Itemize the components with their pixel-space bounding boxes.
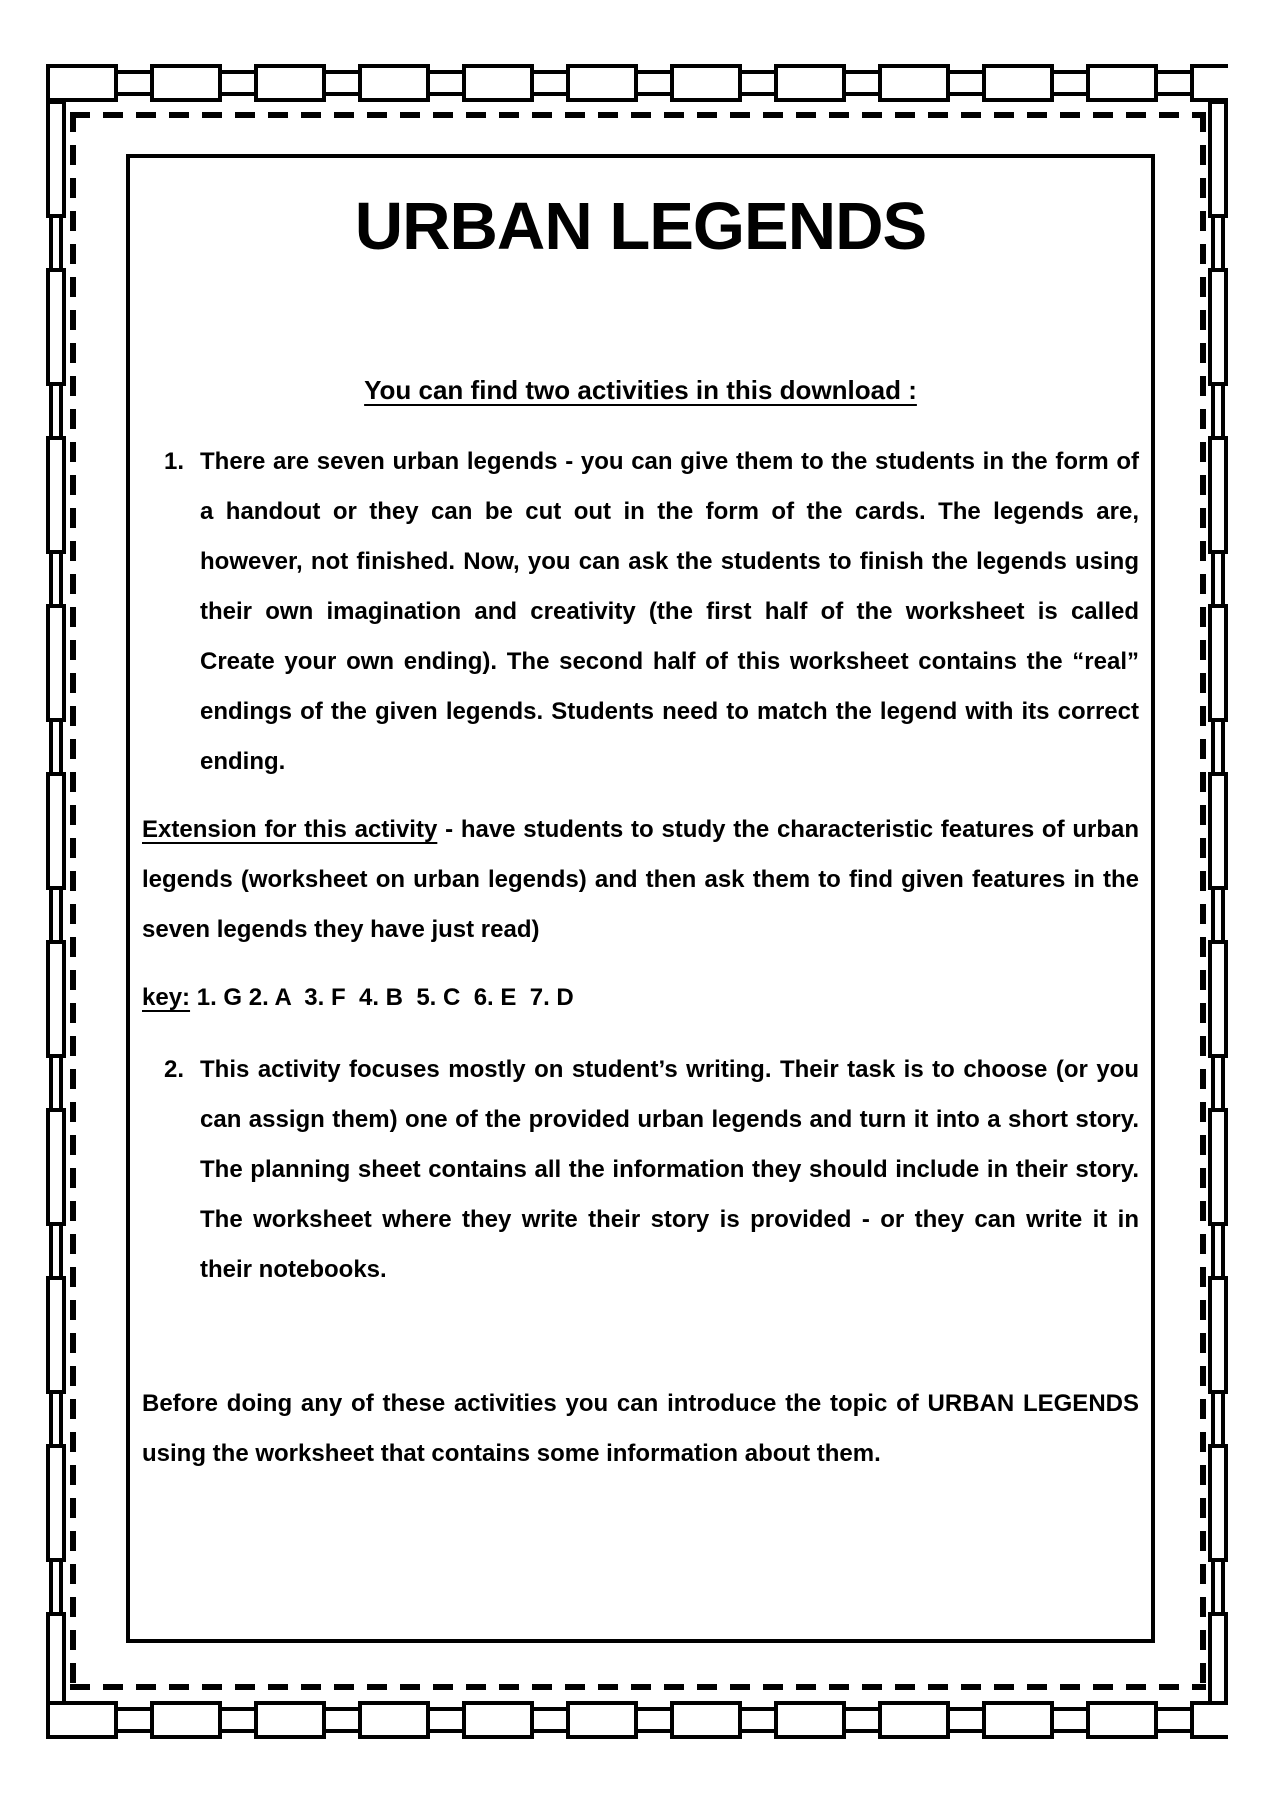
border-brick (46, 268, 66, 386)
border-brick (46, 1444, 66, 1562)
border-brick (530, 70, 570, 96)
border-brick (1208, 604, 1228, 722)
border-brick (1154, 1707, 1194, 1733)
border-brick (1211, 1222, 1225, 1280)
border-brick (1208, 1612, 1228, 1701)
activity-2-item (164, 1045, 1139, 1295)
border-brick (946, 1707, 986, 1733)
border-brick (46, 1701, 118, 1739)
border-brick (1050, 1707, 1090, 1733)
dashed-border-left (70, 112, 76, 1690)
answer-key (142, 973, 1139, 1023)
border-brick (46, 436, 66, 554)
border-brick (842, 70, 882, 96)
border-brick (322, 1707, 362, 1733)
border-brick (634, 70, 674, 96)
border-brick (1211, 550, 1225, 608)
border-brick (878, 1701, 950, 1739)
border-brick (426, 70, 466, 96)
answer-key-values: 1. G 2. A 3. F 4. B 5. C 6. E 7. D (190, 984, 574, 1012)
border-brick (670, 64, 742, 102)
border-brick (1208, 772, 1228, 890)
activity-1-item (164, 437, 1139, 787)
border-brick (150, 1701, 222, 1739)
border-brick (358, 1701, 430, 1739)
border-brick (1211, 214, 1225, 272)
border-brick (530, 1707, 570, 1733)
extension-label: Extension for this activity (142, 816, 438, 844)
content-box (126, 154, 1155, 1643)
border-brick (1154, 70, 1194, 96)
border-brick (49, 718, 63, 776)
border-brick (1050, 70, 1090, 96)
border-brick (1190, 1701, 1228, 1739)
border-brick (738, 70, 778, 96)
extension-note (142, 805, 1139, 955)
dashed-border-right (1200, 112, 1206, 1690)
border-brick (1208, 1108, 1228, 1226)
border-brick (46, 1108, 66, 1226)
border-brick (46, 604, 66, 722)
border-brick (218, 1707, 258, 1733)
border-brick (566, 64, 638, 102)
border-brick (49, 214, 63, 272)
chain-border-left (46, 100, 66, 1701)
border-brick (49, 550, 63, 608)
chain-border-top (46, 64, 1228, 102)
closing-note: Before doing any of these activities you can introduce the topic of URBAN LEGENDS using the worksheet that contains some information about them. (142, 1390, 1139, 1468)
activity-1-number: 1. (164, 448, 185, 476)
border-brick (49, 1222, 63, 1280)
border-brick (1086, 64, 1158, 102)
border-brick (1208, 100, 1228, 218)
activity-2-number: 2. (164, 1056, 185, 1084)
border-brick (46, 1276, 66, 1394)
border-brick (254, 1701, 326, 1739)
border-brick (1211, 1558, 1225, 1616)
chain-border-bottom (46, 1701, 1228, 1739)
download-note: You can find two activities in this download : (364, 375, 917, 406)
activity-1-text: There are seven urban legends - you can give them to the students in the form of a handout or they can be cut out in the form of the cards. The legends are, however, not finished. Now, you can ask the students to finish the legends using their own imagination and creativity (the first half of the worksheet is called Create your own ending). The second half of this worksheet contains the “real” endings of the given legends. Students need to match the legend with its correct ending. (200, 448, 1139, 776)
border-brick (774, 64, 846, 102)
border-brick (566, 1701, 638, 1739)
border-brick (842, 1707, 882, 1733)
border-brick (462, 1701, 534, 1739)
border-brick (218, 70, 258, 96)
border-brick (1086, 1701, 1158, 1739)
border-brick (1208, 1276, 1228, 1394)
border-brick (254, 64, 326, 102)
border-brick (46, 1612, 66, 1701)
border-brick (1208, 436, 1228, 554)
border-brick (114, 70, 154, 96)
chain-border-right (1208, 100, 1228, 1701)
border-brick (46, 100, 66, 218)
border-brick (774, 1701, 846, 1739)
answer-key-label: key: (142, 984, 191, 1012)
border-brick (49, 1054, 63, 1112)
border-brick (1190, 64, 1228, 102)
border-brick (114, 1707, 154, 1733)
border-brick (49, 382, 63, 440)
border-brick (982, 64, 1054, 102)
border-brick (358, 64, 430, 102)
border-brick (46, 772, 66, 890)
border-brick (946, 70, 986, 96)
border-brick (46, 940, 66, 1058)
border-brick (1211, 1390, 1225, 1448)
border-brick (1211, 1054, 1225, 1112)
border-brick (1211, 382, 1225, 440)
border-brick (462, 64, 534, 102)
dashed-border-bottom (70, 1684, 1206, 1690)
border-brick (738, 1707, 778, 1733)
border-brick (634, 1707, 674, 1733)
border-brick (49, 886, 63, 944)
activity-2-text: This activity focuses mostly on student’s writing. Their task is to choose (or you can assign them) one of the provided urban legends and turn it into a short story. The planning sheet contains all the information they should include in their story. The worksheet where they write their story is provided - or they can write it in their notebooks. (200, 1056, 1139, 1284)
border-brick (982, 1701, 1054, 1739)
border-brick (46, 64, 118, 102)
border-brick (426, 1707, 466, 1733)
border-brick (1211, 718, 1225, 776)
border-brick (49, 1390, 63, 1448)
page-title: URBAN LEGENDS (354, 189, 927, 264)
border-brick (322, 70, 362, 96)
border-brick (49, 1558, 63, 1616)
border-brick (1208, 1444, 1228, 1562)
border-brick (670, 1701, 742, 1739)
border-brick (878, 64, 950, 102)
dashed-border-top (70, 112, 1206, 118)
border-brick (1208, 940, 1228, 1058)
border-brick (1208, 268, 1228, 386)
border-brick (1211, 886, 1225, 944)
extension-text: - have students to study the characteristic features of urban legends (worksheet on urban legends) and then ask them to find given features in the seven legends they have just read) (142, 816, 1139, 944)
border-brick (150, 64, 222, 102)
